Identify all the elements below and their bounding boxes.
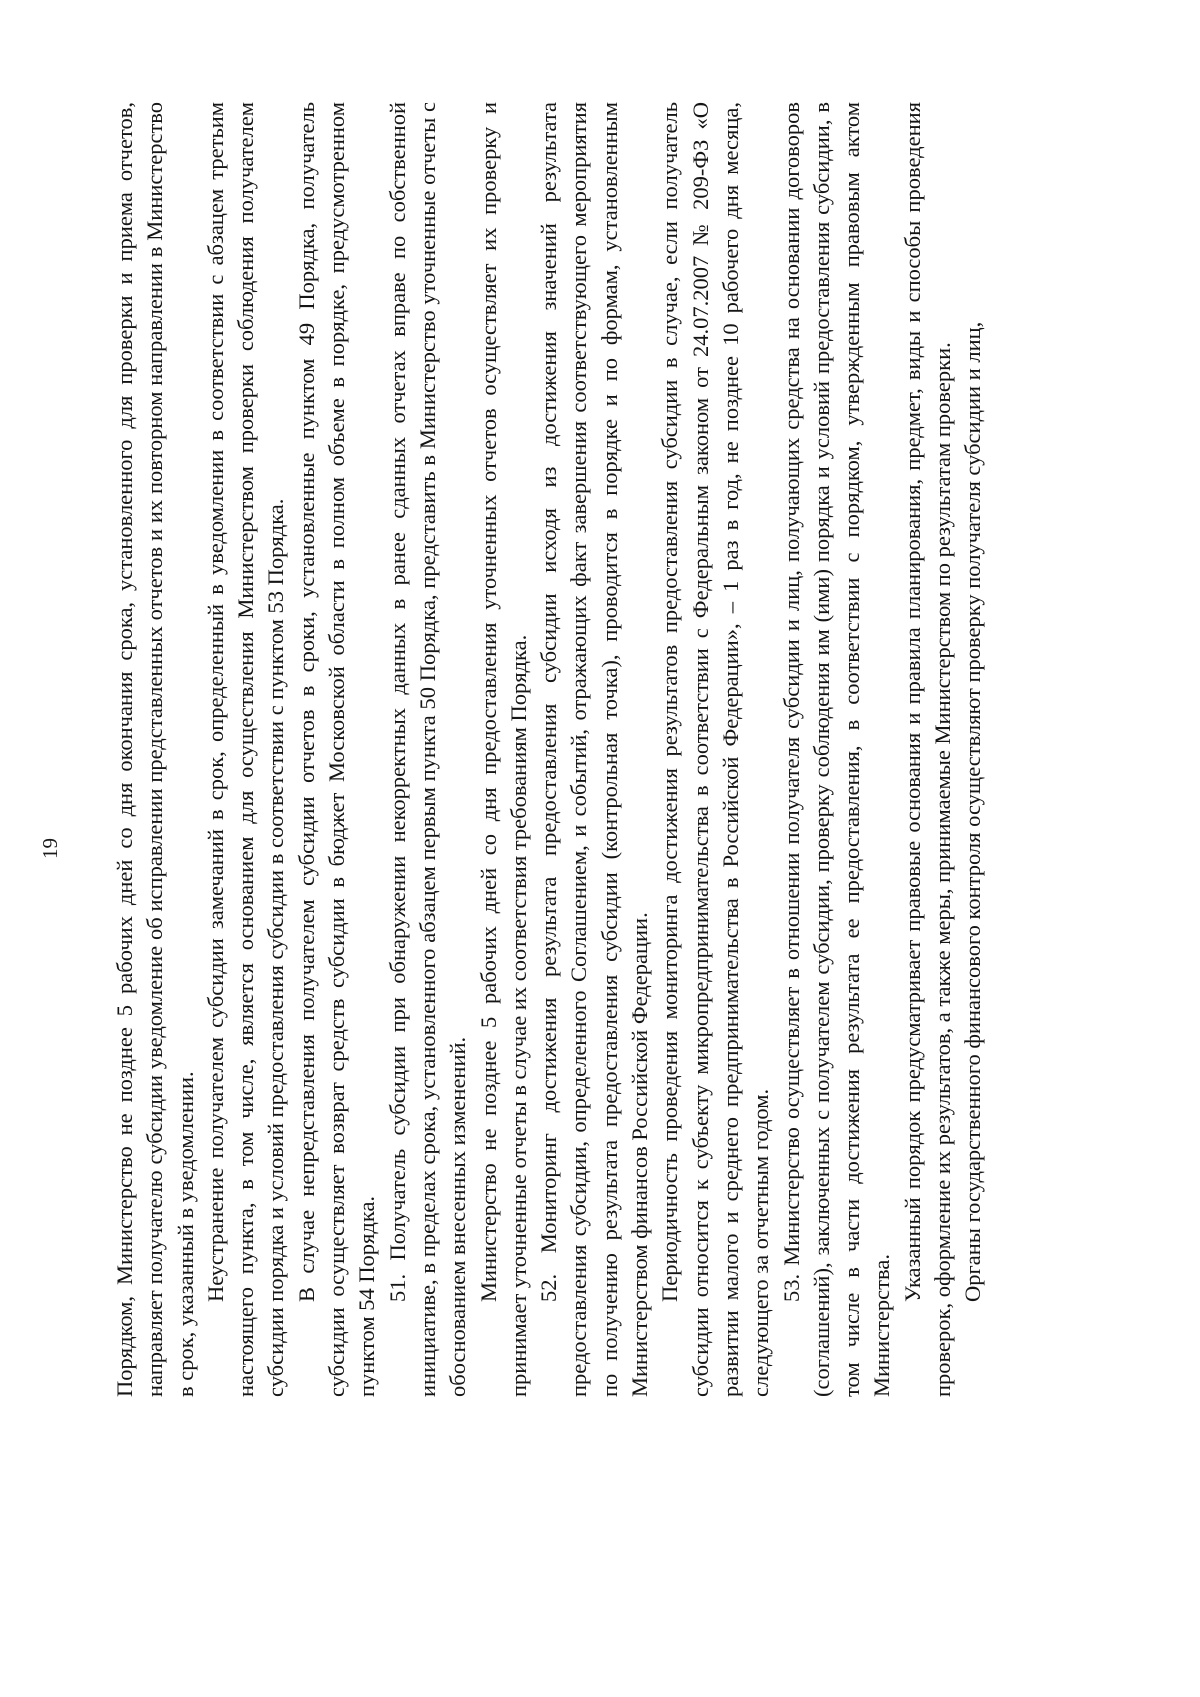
paragraph: В случае непредставления получателем субсидии отчетов в сроки, установленные пунктом 49 Порядка, получатель субсидии осуществляет возврат средств субсидии в бюджет Московской области в полном объеме в порядке, предусмотренном пунктом 54 Порядка. — [293, 102, 380, 1397]
paragraph: 51. Получатель субсидии при обнаружении некорректных данных в ранее сданных отчетах вправе по собственной инициативе, в пределах срока, установленного абзацем первым пункта 50 Порядка, представить в Министерство уточненные отчеты с обоснованием внесенных изменений. — [384, 102, 471, 1397]
paragraph: 52. Мониторинг достижения результата предоставления субсидии исходя из достижения значений результата предоставления субсидии, определенного Соглашением, и событий, отражающих факт завершения соответствующего мероприятия по получению результата предоставления субсидии (контрольная точка), проводится в порядке и по формам, установленным Министерством финансов Российской Федерации. — [536, 102, 653, 1397]
paragraph: Министерство не позднее 5 рабочих дней со дня предоставления уточненных отчетов осуществляет их проверку и принимает уточненные отчеты в случае их соответствия требованиям Порядка. — [475, 102, 531, 1397]
paragraph: Порядком, Министерство не позднее 5 рабочих дней со дня окончания срока, установленного для проверки и приема отчетов, направляет получателю субсидии уведомление об исправлении представленных отчетов и их повторном направлении в Министерство в срок, указанный в уведомлении. — [112, 102, 198, 1397]
paragraph: Периодичность проведения мониторинга достижения результатов предоставления субсидии в случае, если получатель субсидии относится к субъекту микропредпринимательства в соответствии с Федеральным законом от 24.07.2007 № 209-ФЗ «О развитии малого и среднего предпринимательства в Российской Федерации», – 1 раз в год, не позднее 10 рабочего дня месяца, следующего за отчетным годом. — [657, 102, 774, 1397]
paragraph: Неустранение получателем субсидии замечаний в срок, определенный в уведомлении в соответствии с абзацем третьим настоящего пункта, в том числе, является основанием для осуществления Министерством проверки соблюдения получателем субсидии порядка и условий предоставления субсидии в соответствии с пунктом 53 Порядка. — [202, 102, 289, 1397]
paragraph: Органы государственного финансового контроля осуществляют проверку получателя субсидии и лиц, — [960, 321, 986, 1302]
paragraph: Указанный порядок предусматривает правовые основания и правила планирования, предмет, виды и способы проведения проверок, оформление их результатов, а также меры, принимаемые Министерством по результатам проверки. — [899, 102, 956, 1397]
page-number: 19 — [38, 838, 62, 859]
paragraph: 53. Министерство осуществляет в отношении получателя субсидии и лиц, получающих средства на основании договоров (соглашений), заключенных с получателем субсидии, проверку соблюдения им (ими) порядка и условий предоставления субсидии, в том числе в части достижения результата ее предоставления, в соответствии с порядком, утвержденным правовым актом Министерства. — [778, 102, 895, 1397]
document-body — [110, 102, 989, 1397]
